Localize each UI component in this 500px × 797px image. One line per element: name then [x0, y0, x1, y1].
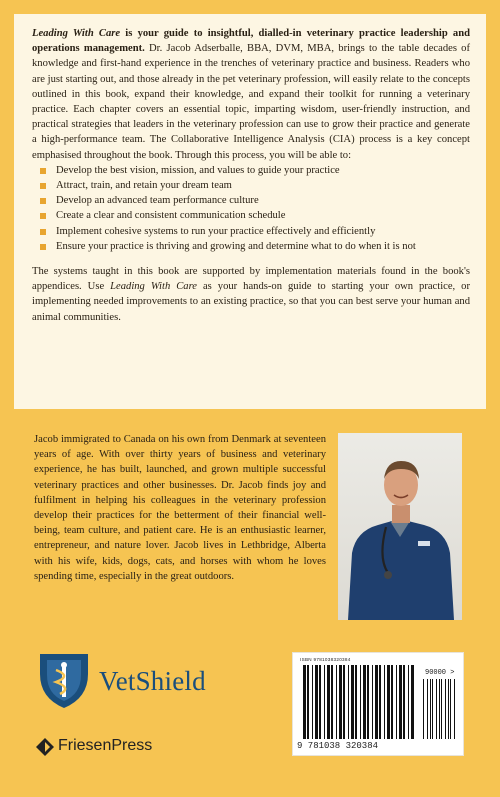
benefit-item: Attract, train, and retain your dream team: [32, 178, 470, 193]
isbn-barcode: [292, 652, 464, 756]
benefit-item: Implement cohesive systems to run your practice effectively and efficiently: [32, 224, 470, 239]
closing-text-1: The systems taught in this book are supported by implementation materials found in the book's appendices. Use: [32, 266, 470, 293]
description-intro: [32, 26, 470, 163]
description-closing: [32, 264, 470, 325]
tagline-rest: is your guide to insightful, dialled-in veterinary practice leadership and operations management.: [32, 28, 471, 55]
book-title-italic: Leading With Care: [32, 28, 121, 39]
closing-text-2: as your hands-on guide to starting your own practice, or implementing needed improvements to an existing practice, so that you can best serve your human and animal communities.: [32, 281, 470, 323]
isbn-label: ISBN 9781038320384: [300, 657, 351, 662]
friesenpress-wordmark: FriesenPress: [58, 737, 153, 754]
benefit-item: Create a clear and consistent communication schedule: [32, 208, 470, 223]
vetshield-wordmark: VetShield: [99, 666, 206, 696]
author-photo: [338, 433, 462, 620]
author-bio: Jacob immigrated to Canada on his own from Denmark at seventeen years of age. With over thirty years of business and veterinary experience, he has built, launched, and grown multiple successful veterinary practices and other businesses. Dr. Jacob finds joy and fulfilment in helping his colleagues in the veterinary profession develop their practices for the betterment of their financial well-being, team culture, and patient care. He is an enthusiastic learner, entrepreneur, and nature lover. Jacob lives in Lethbridge, Alberta with his wife, kids, dogs, cats, and horses with whom he loves spending time, especially in the great outdoors.: [34, 434, 326, 582]
benefit-list: [32, 163, 470, 254]
author-photo-illustration: [338, 433, 462, 620]
benefit-item: Ensure your practice is thriving and growing and determine what to do when it is not: [32, 239, 470, 254]
description-body: Dr. Jacob Adserballe, BBA, DVM, MBA, brings to the table decades of knowledge and first-hand experience in the trenches of veterinary practice and business. Readers who are just starting out, and those already in the pet veterinary profession, will easily relate to the concepts outlined in this book, expand their knowledge, and expand their toolkit for running a veterinary practice. Each chapter covers an essential topic, imparting wisdom, user-friendly instruction, and practical strategies that leaders in the veterinary profession can use to grow their practice and generate a high-performance team. The Collaborative Intelligence Analysis (CIA) process is a key concept emphasised throughout the book. Through this process, you will be able to:: [32, 43, 470, 161]
book-title-italic-2: Leading With Care: [110, 281, 198, 293]
isbn-digits: 9 781038 320384: [297, 741, 379, 751]
benefit-item: Develop the best vision, mission, and values to guide your practice: [32, 163, 470, 178]
book-description-panel: [14, 14, 486, 409]
benefit-item: Develop an advanced team performance culture: [32, 193, 470, 208]
price-code: 90000 >: [425, 669, 455, 677]
friesenpress-logo-icon: [36, 738, 54, 756]
